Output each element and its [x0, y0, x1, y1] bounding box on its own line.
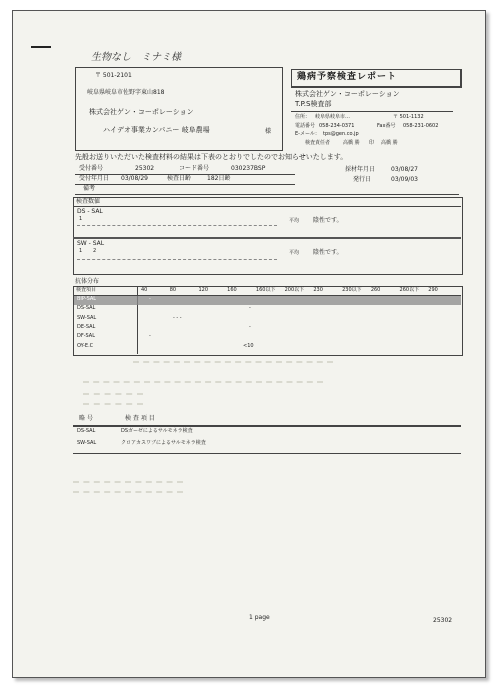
distribution-item-header: 検査項目 — [76, 287, 97, 293]
test-group-avg-label: 平均 — [289, 218, 300, 224]
distribution-row-value: <10 — [243, 342, 254, 349]
distribution-column-header: 230 — [313, 287, 323, 293]
distribution-row-name: DE-SAL — [77, 323, 96, 330]
distribution-row-value: - — [149, 296, 151, 302]
distribution-column-header: 260以下 — [399, 287, 420, 293]
page-number: 1 page — [249, 614, 270, 621]
code-label: コード番号 — [179, 165, 210, 172]
received-date: 03/08/29 — [121, 175, 148, 182]
issuer-divider — [291, 111, 453, 112]
distribution-row-value: - — [249, 323, 251, 330]
legend-col2-header: 検 査 項 目 — [125, 415, 155, 422]
test-group-col: 1 — [79, 216, 83, 222]
recipient-postal: 〒 501-2101 — [95, 72, 132, 79]
distribution-row-value: - - - — [173, 314, 182, 321]
test-group-separator — [73, 237, 461, 239]
report-title: 鶏病予察検査レポート — [297, 72, 398, 82]
faint-line — [83, 381, 323, 383]
distribution-column-header: 200以下 — [284, 287, 305, 293]
distribution-column-header: 120 — [198, 287, 208, 293]
faint-line — [73, 481, 183, 483]
email-value: tps@gen.co.jp — [323, 131, 359, 137]
distribution-row-name: DS-SAL — [77, 305, 96, 312]
test-group-rule — [77, 225, 277, 226]
manager-name: 高橋 勝 — [343, 140, 360, 146]
distribution-row-value: - — [149, 333, 151, 340]
code-value: 030237BSP — [231, 165, 266, 172]
report-number: 25302 — [433, 617, 453, 624]
test-group-result: 陰性です。 — [313, 249, 343, 256]
punch-mark — [31, 46, 51, 48]
remarks-underline — [75, 194, 459, 195]
issue-date: 03/09/03 — [391, 176, 418, 183]
distribution-title: 抗体分布 — [75, 278, 100, 285]
meta-underline-2 — [75, 184, 295, 185]
fax-label: Fax番号 — [377, 123, 396, 129]
issuer-address: 岐阜県岐阜市… — [315, 114, 351, 120]
test-values-box — [73, 197, 463, 275]
manager-label: 検査責任者 — [305, 140, 331, 146]
distribution-highlight-row — [74, 296, 461, 305]
issuer-dept: T.P.S検査部 — [295, 100, 332, 108]
faint-line — [73, 491, 183, 493]
report-sheet — [12, 10, 486, 678]
distribution-row-name: OY-E.C — [77, 342, 94, 349]
distribution-column-header: 290 — [428, 287, 438, 293]
recipient-address: 岐阜県岐阜市佐野字東山818 — [87, 89, 165, 96]
reception-no: 25302 — [135, 165, 155, 172]
test-values-header: 検査数値 — [76, 198, 101, 205]
distribution-column-header: 230以下 — [342, 287, 362, 293]
distribution-row-value: - — [249, 305, 251, 312]
distribution-column-header: 40 — [141, 287, 148, 293]
legend-desc: クロアカスワブによるサルモネラ検査 — [121, 440, 206, 446]
test-group-avg-label: 平均 — [289, 250, 300, 256]
sampling-date: 03/08/27 — [391, 166, 418, 173]
received-date-label: 受付年月日 — [79, 175, 110, 182]
recipient-honorific: 様 — [265, 128, 272, 135]
email-label: E-メール： — [295, 131, 320, 137]
test-group-name: SW - SAL — [77, 240, 105, 247]
intro-text: 先般お送りいただいた検査材料の結果は下表のとおりでしたのでお知らせいたします。 — [75, 153, 348, 161]
distribution-row-name: DF-SAL — [77, 333, 96, 340]
test-group-col: 1 — [79, 248, 83, 254]
remarks-label: 備考 — [83, 185, 96, 192]
legend-abbr: DS-SAL — [77, 428, 96, 434]
test-group-name: DS - SAL — [77, 208, 103, 215]
issue-date-label: 発行日 — [353, 176, 372, 183]
test-group-rule — [77, 259, 277, 260]
test-group-col: 2 — [93, 248, 97, 254]
legend-bottom-rule — [73, 453, 461, 454]
test-group-result: 陰性です。 — [313, 217, 343, 224]
sampling-date-label: 採材年月日 — [345, 166, 376, 173]
legend-col1-header: 略 号 — [79, 415, 93, 422]
age-label: 検査日齢 — [167, 175, 192, 182]
recipient-dept: ハイデオ事業カンパニー 岐阜農場 — [103, 126, 210, 134]
tel-value: 058-234-0371 — [319, 123, 355, 129]
manager-name-2: 高橋 勝 — [381, 140, 398, 146]
distribution-column-header: 260 — [370, 287, 381, 293]
faint-line — [133, 361, 333, 363]
legend-abbr: SW-SAL — [77, 440, 97, 446]
issuer-address-label: 住所： — [295, 114, 311, 120]
tel-label: 電話番号 — [295, 123, 316, 129]
manager-seal: 印 — [369, 140, 375, 146]
age-value: 182日齢 — [207, 175, 231, 182]
issuer-postal: 〒 501-1132 — [393, 114, 424, 120]
faint-line — [83, 393, 143, 395]
recipient-company: 株式会社ゲン・コーポレーション — [89, 108, 194, 116]
reception-no-label: 受付番号 — [79, 165, 104, 172]
distribution-row-name: BIP-SAL — [77, 296, 97, 302]
legend-desc: DSガーゼによるサルモネラ検査 — [121, 428, 193, 434]
distribution-column-header: 160 — [227, 287, 237, 293]
distribution-column-header: 160以下 — [255, 287, 276, 293]
distribution-column-header: 80 — [169, 287, 177, 293]
issuer-company: 株式会社ゲン・コーポレーション — [295, 90, 400, 98]
legend-header-divider — [73, 425, 461, 427]
faint-line — [83, 403, 143, 405]
handwritten-note: 生物なし ミナミ様 — [91, 52, 181, 63]
distribution-row-name: SW-SAL — [77, 314, 97, 321]
fax-value: 058-231-0602 — [403, 123, 439, 129]
test-values-divider — [73, 206, 461, 207]
